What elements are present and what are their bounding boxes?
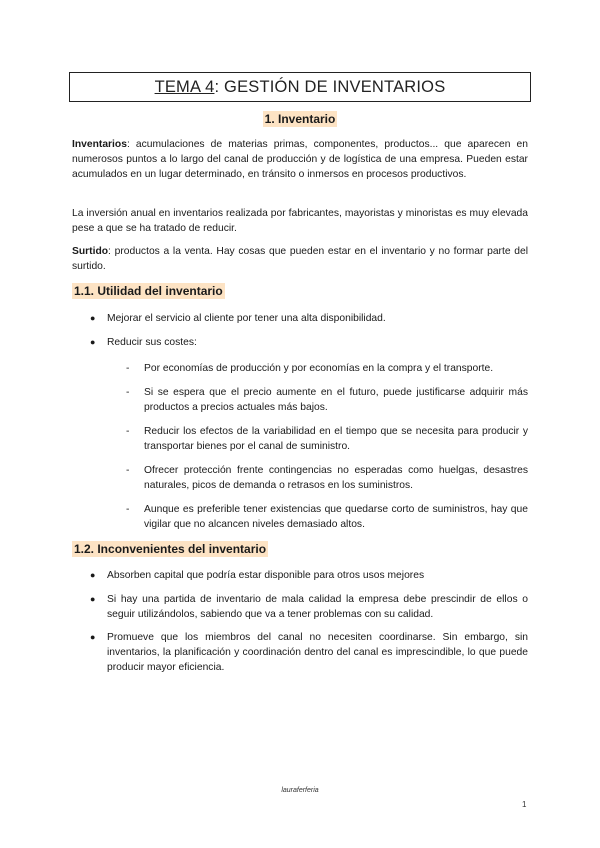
- definition-inventarios: : acumulaciones de materias primas, componentes, productos... que aparecen en numerosos puntos a lo largo del canal de producción y de logística de una empresa. Pueden estar acumulados en un lugar determinado, en tránsito o inmersos en procesos productivos.: [72, 139, 528, 180]
- dash-icon: -: [126, 363, 130, 374]
- section-1-heading-wrap: [0, 110, 600, 128]
- section-1-1-heading: 1.1. Utilidad del inventario: [74, 284, 223, 298]
- dash-icon: -: [126, 504, 130, 515]
- sub-list-item: - Aunque es preferible tener existencias que quedarse corto de suministros, hay que vigilar que no alcancen niveles demasiado altos.: [126, 504, 528, 530]
- sub-list-item: - Si se espera que el precio aumente en el futuro, puede justificarse adquirir más productos a precios actuales más bajos.: [126, 387, 528, 413]
- document-title: [69, 72, 531, 102]
- paragraph-surtido: [72, 244, 528, 274]
- bullet-icon: ●: [90, 570, 96, 580]
- title-subject: : GESTIÓN DE INVENTARIOS: [214, 77, 446, 96]
- dash-icon: -: [126, 387, 130, 398]
- bullet-icon: ●: [90, 632, 96, 642]
- term-surtido: Surtido: [72, 246, 109, 257]
- bullet-icon: ●: [90, 337, 96, 347]
- bullet-icon: ●: [90, 594, 96, 604]
- section-1-heading: 1. Inventario: [264, 112, 336, 126]
- sub-list-item: - Ofrecer protección frente contingencias no esperadas como huelgas, desastres naturales, picos de demanda o retrasos en los suministros.: [126, 465, 528, 491]
- title-topic: TEMA 4: [154, 77, 215, 96]
- section-1-2-heading: 1.2. Inconvenientes del inventario: [74, 542, 267, 556]
- bullet-icon: ●: [90, 313, 96, 323]
- list-item: ● Si hay una partida de inventario de mala calidad la empresa debe prescindir de ellos o seguir utilizándolos, sabiendo que va a tener problemas con su calidad.: [90, 594, 528, 620]
- sub-list-item: - Por economías de producción y por economías en la compra y el transporte.: [126, 363, 494, 374]
- paragraph-inventarios: [72, 137, 528, 182]
- section-1-1-heading-wrap: [72, 284, 225, 298]
- dash-icon: -: [126, 465, 130, 476]
- definition-surtido: : productos a la venta. Hay cosas que pueden estar en el inventario y no formar parte del surtido.: [72, 246, 528, 272]
- footer-author: lauraferferia: [281, 787, 319, 794]
- list-item: ● Reducir sus costes:: [90, 337, 197, 348]
- page-number: 1: [522, 800, 527, 809]
- list-item: ● Mejorar el servicio al cliente por tener una alta disponibilidad.: [90, 313, 386, 324]
- sub-list-item: - Reducir los efectos de la variabilidad en el tiempo que se necesita para producir y transportar bienes por el canal de suministro.: [126, 426, 528, 452]
- term-inventarios: Inventarios: [72, 139, 127, 150]
- paragraph-inversion: La inversión anual en inventarios realizada por fabricantes, mayoristas y minoristas es muy elevada pese a que se ha tratado de reducir.: [72, 208, 528, 234]
- section-1-2-heading-wrap: [72, 542, 268, 556]
- list-item: ● Promueve que los miembros del canal no necesiten coordinarse. Sin embargo, sin inventarios, la planificación y coordinación dentro del canal es imprescindible, lo que puede producir mayor eficiencia.: [90, 632, 528, 673]
- dash-icon: -: [126, 426, 130, 437]
- list-item: ● Absorben capital que podría estar disponible para otros usos mejores: [90, 570, 425, 581]
